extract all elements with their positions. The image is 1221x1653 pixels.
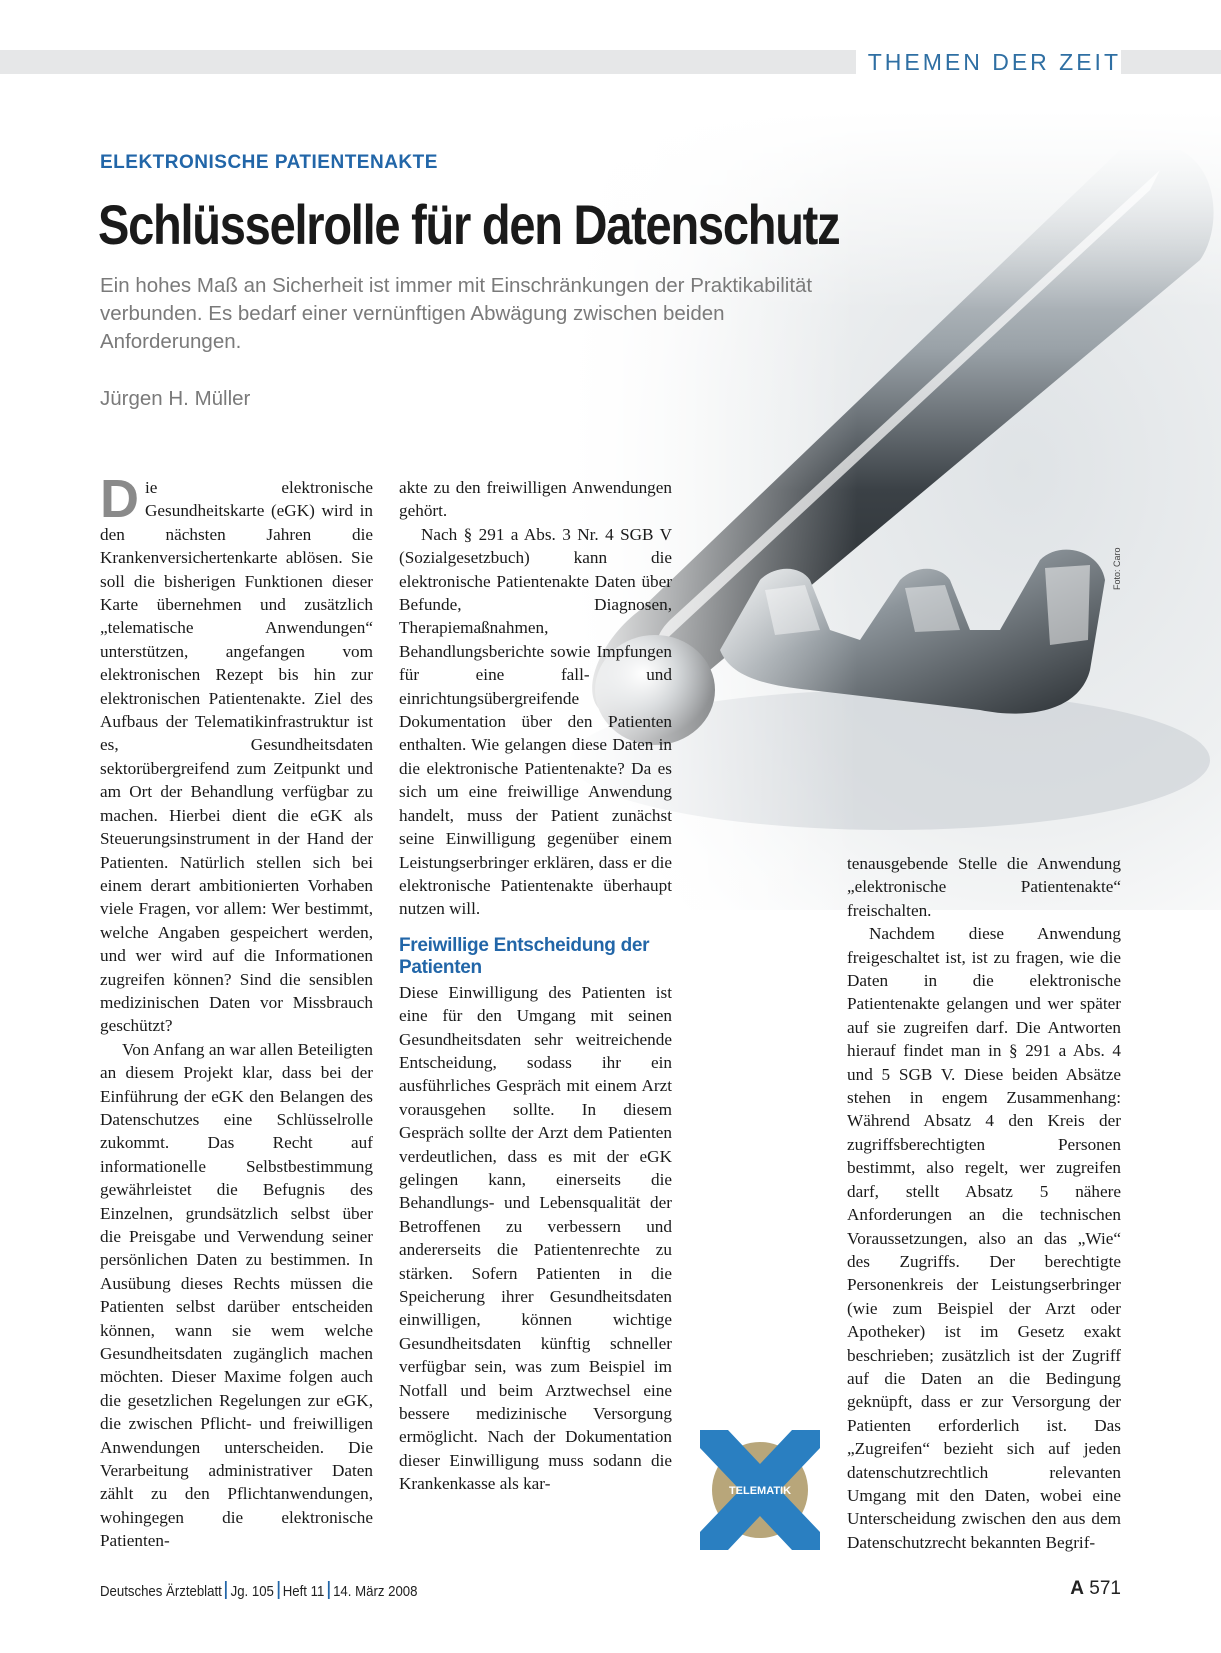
page-prefix: A	[1070, 1578, 1085, 1599]
divider	[277, 1581, 279, 1599]
journal-name: Deutsches Ärzteblatt	[100, 1583, 222, 1600]
article-title: Schlüsselrolle für den Datenschutz	[98, 193, 840, 256]
paragraph: akte zu den freiwilligen Anwendungen gehört.	[399, 478, 672, 521]
footer-citation	[100, 1581, 417, 1600]
paragraph: Von Anfang an war allen Beteiligten an diesem Projekt klar, dass bei der Einführung der eGK den Belangen des Datenschutzes eine Schlüsselrolle zukommt. Das Recht auf informationelle Selbstbestimmung gewährleistet die Befugnis des Einzelnen, grundsätzlich selbst über die Preisgabe und Verwendung seiner persönlichen Daten zu bestimmen. In Ausübung dieses Rechts müssen die Patienten selbst darüber entscheiden können, wann sie wem welche Gesundheitsdaten zugänglich machen möchten. Dieser Maxime folgen auch die gesetzlichen Regelungen zur eGK, die zwischen Pflicht- und freiwilligen Anwendungen unterscheiden. Die Verarbeitung administrativer Daten zählt zu den Pflichtanwendungen, wohingegen die elektronische Patienten-	[100, 1039, 373, 1551]
volume: Jg. 105	[230, 1583, 274, 1600]
text-column-2	[399, 476, 672, 1496]
page-value: 571	[1089, 1578, 1121, 1599]
section-title: THEMEN DER ZEIT	[856, 48, 1121, 76]
article-lead: Ein hohes Maß an Sicherheit ist immer mit Einschränkungen der Praktikabilität verbunden. Es bedarf einer vernünftigen Abwägung zwischen beiden Anforderungen.	[100, 274, 813, 353]
text-column-1	[100, 469, 373, 1553]
divider	[225, 1581, 227, 1599]
paragraph	[100, 469, 373, 1038]
telematik-badge	[700, 1430, 820, 1550]
issue: Heft 11	[282, 1583, 325, 1600]
issue-date: 14. März 2008	[333, 1583, 418, 1600]
paragraph: Nachdem diese Anwendung freigeschaltet ist, ist zu fragen, wie die Daten in die elektronische Patientenakte gelangen und wer später auf sie zugreifen darf. Die Antworten hierauf findet man in § 291 a Abs. 4 und 5 SGB V. Diese beiden Absätze stehen in engem Zusammenhang: Während Absatz 4 den Kreis der zugriffsberechtigten Personen bestimmt, also regelt, wer zugreifen darf, stellt Absatz 5 nähere Anforderungen an die technischen Voraussetzungen, also an das „Wie“ des Zugriffs. Der berechtigte Personenkreis der Leistungserbringer (wie zum Beispiel der Arzt oder Apotheker) ist im Gesetz exakt beschrieben; zusätzlich ist der Zugriff auf die Daten an die Bedingung geknüpft, dass er zur Versorgung der Patienten erforderlich ist. Das „Zugreifen“ bezieht sich auf jeden datenschutzrechtlich relevanten Umgang mit den Daten, wobei eine Unterscheidung zwischen den aus dem Datenschutzrecht bekannten Begrif-	[847, 924, 1121, 1552]
paragraph: Diese Einwilligung des Patienten ist eine für den Umgang mit seinen Gesundheitsdaten sehr weitreichende Entscheidung, sodass ihr ein ausführliches Gespräch mit einem Arzt vorausgehen sollte. In diesem Gespräch sollte der Arzt dem Patienten verdeutlichen, dass es mit der eGK gelingen kann, einerseits die Behandlungs- und Lebensqualität der Betroffenen zu verbessern und andererseits die Patientenrechte zu stärken. Sofern Patienten in die Speicherung ihrer Gesundheitsdaten einwilligen, können wichtige Gesundheitsdaten künftig schneller verfügbar sein, was zum Beispiel im Notfall und beim Arztwechsel eine bessere medizinische Versorgung ermöglicht. Nach der Dokumentation dieser Einwilligung muss sodann die Krankenkasse als kar-	[399, 982, 672, 1494]
photo-credit: Foto: Caro	[1112, 547, 1122, 590]
text-column-3	[847, 852, 1121, 1554]
telematik-logo	[700, 1430, 820, 1550]
page-number	[1070, 1578, 1121, 1600]
badge-label: TELEMATIK	[728, 1485, 792, 1497]
paragraph: tenausgebende Stelle die Anwendung „elektronische Patientenakte“ freischalten.	[847, 854, 1121, 920]
divider	[328, 1581, 330, 1599]
article-author: Jürgen H. Müller	[100, 387, 251, 410]
subheading: Freiwillige Entscheidung der Patienten	[399, 934, 650, 978]
article-kicker: ELEKTRONISCHE PATIENTENAKTE	[100, 152, 438, 173]
paragraph: Nach § 291 a Abs. 3 Nr. 4 SGB V (Sozialgesetzbuch) kann die elektronische Patientenakte Daten über Befunde, Diagnosen, Therapiemaßnahmen, Behandlungsberichte sowie Impfungen für eine fall- und einrichtungsübergreifende Dokumentation über den Patienten enthalten. Wie gelangen diese Daten in die elektronische Patientenakte? Da es sich um eine freiwillige Anwendung handelt, muss der Patient zunächst seine Einwilligung gegenüber einem Leistungserbringer erklären, dass er die elektronische Patientenakte überhaupt nutzen will.	[399, 524, 672, 919]
paragraph-text: ie elektronische Gesundheitskarte (eGK) wird in den nächsten Jahren die Krankenversichertenkarte ablösen. Sie soll die bisherigen Funktionen dieser Karte übernehmen und zusätzlich „telematische Anwendungen“ unterstützen, angefangen vom elektronischen Rezept bis hin zur elektronischen Patientenakte. Ziel des Aufbaus der Telematikinfrastruktur ist es, Gesundheitsdaten sektorübergreifend zum Zeitpunkt und am Ort der Behandlung verfügbar zu machen. Hierbei dient die eGK als Steuerungsinstrument in der Hand der Patienten. Natürlich stellen sich bei einem derart ambitionierten Vorhaben viele Fragen, vor allem: Wer bestimmt, welche Angaben gespeichert werden, und wer wird auf die Informationen zugreifen können? Sind die sensiblen medizinischen Daten vor Missbrauch geschützt?	[100, 478, 373, 1036]
drop-cap: D	[100, 469, 139, 529]
